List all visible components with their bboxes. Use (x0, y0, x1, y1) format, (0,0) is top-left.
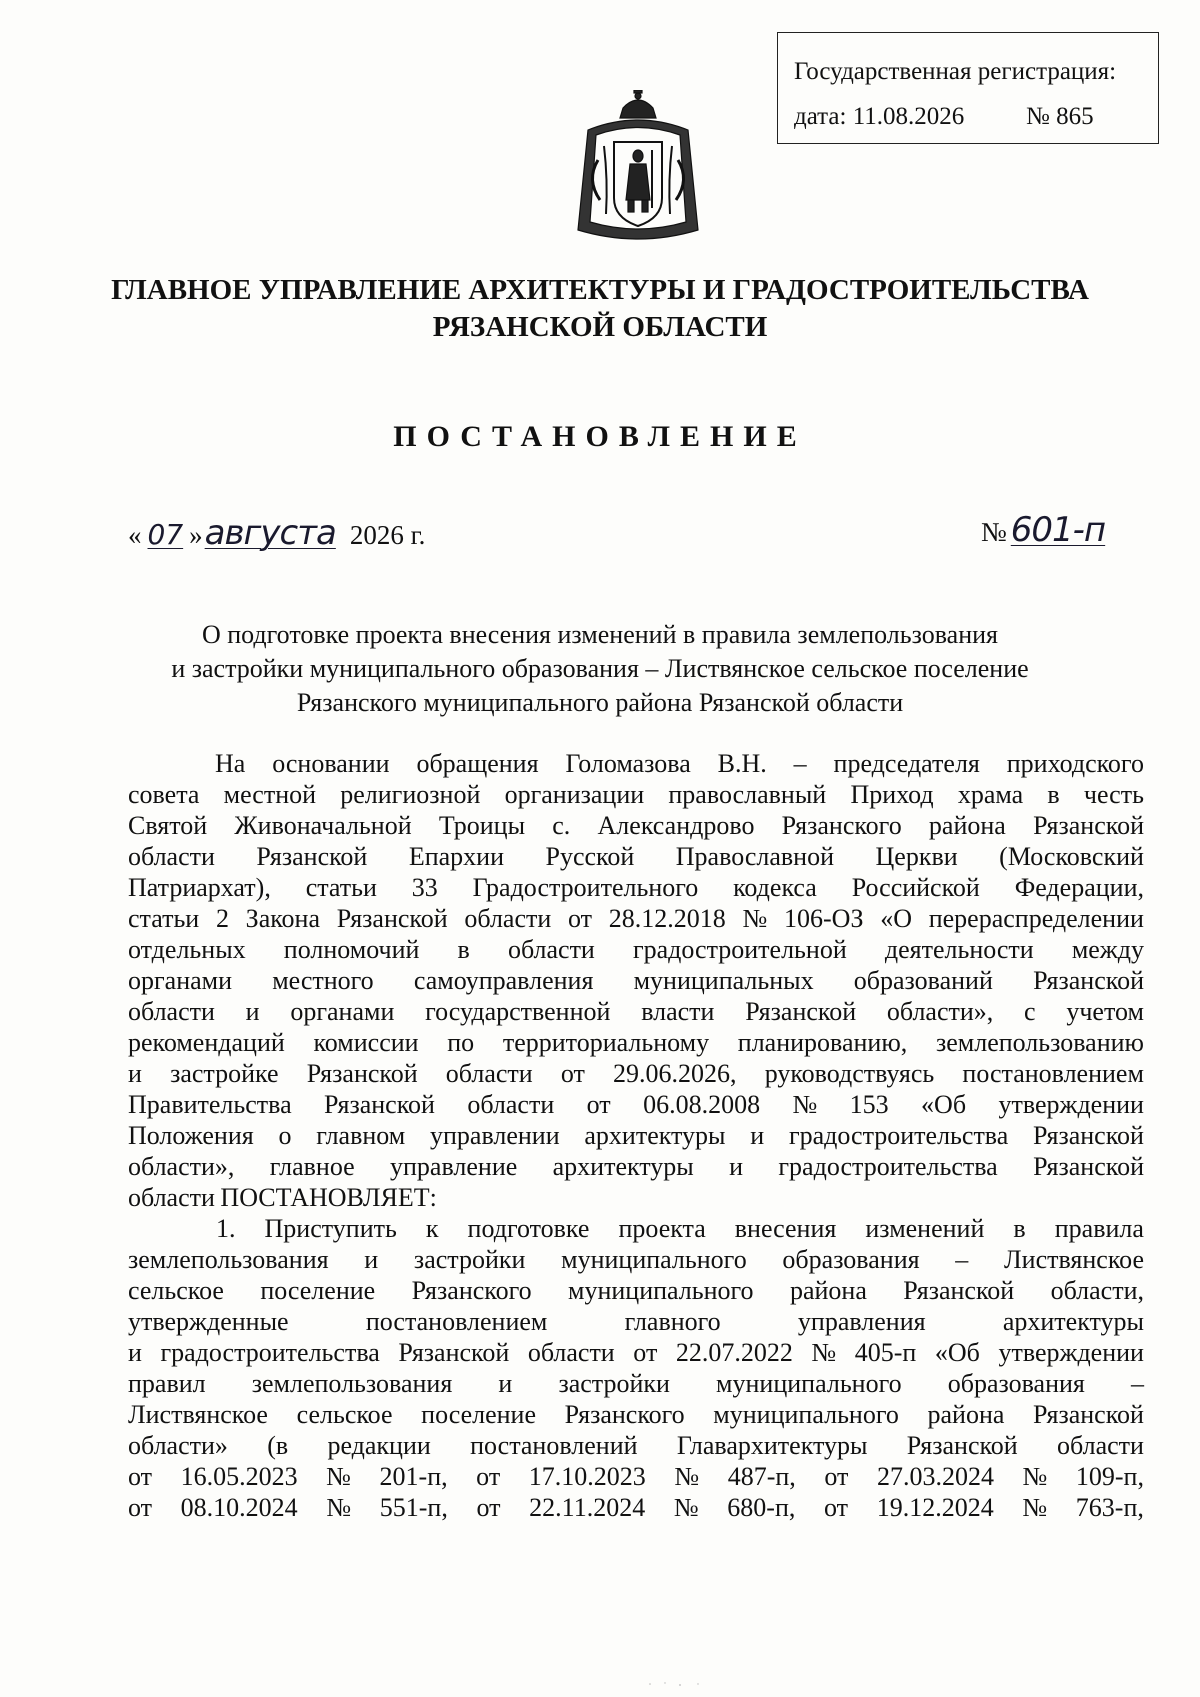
document-number (981, 510, 1105, 550)
body-line: рекомендаций комиссии по территориальному планированию, землепользованию (128, 1028, 1144, 1057)
body-line: Правительства Рязанской области от 06.08.2008 № 153 «Об утверждении (128, 1090, 1144, 1119)
body-line: правил землепользования и застройки муниципального образования – (128, 1369, 1144, 1398)
body-line: Патриархат), статьи 33 Градостроительного кодекса Российской Федерации, (128, 873, 1144, 902)
body-line: области» (в редакции постановлений Главархитектуры Рязанской области (128, 1431, 1144, 1460)
body-line: от 16.05.2023 № 201-п, от 17.10.2023 № 487-п, от 27.03.2024 № 109-п, (128, 1462, 1144, 1491)
document-body (128, 748, 1144, 1523)
body-line: 1. Приступить к подготовке проекта внесения изменений в правила (216, 1214, 1144, 1243)
date-close-quote: » (189, 520, 203, 550)
body-line: совета местной религиозной организации православный Приход храма в честь (128, 780, 1144, 809)
registration-number: № 865 (1026, 103, 1094, 130)
number-handwritten: 601-п (1010, 510, 1106, 550)
body-line: и градостроительства Рязанской области от 22.07.2022 № 405-п «Об утверждении (128, 1338, 1144, 1367)
body-line: На основании обращения Голомазова В.Н. – председателя приходского (215, 749, 1144, 778)
body-line: отдельных полномочий в области градостроительной деятельности между (128, 935, 1144, 964)
document-date (128, 513, 425, 553)
subject-line: и застройки муниципального образования – Листвянское сельское поселение (171, 654, 1029, 683)
ryazan-coat-of-arms-icon (568, 90, 708, 255)
body-line: Святой Живоначальной Троицы с. Александрово Рязанского района Рязанской (128, 811, 1144, 840)
body-line: от 08.10.2024 № 551-п, от 22.11.2024 № 680-п, от 19.12.2024 № 763-п, (128, 1493, 1144, 1522)
body-line: сельское поселение Рязанского муниципального района Рязанской области, (128, 1276, 1144, 1305)
document-type: ПОСТАНОВЛЕНИЕ (393, 420, 807, 453)
body-line: Листвянское сельское поселение Рязанского муниципального района Рязанской (128, 1400, 1144, 1429)
registration-date: дата: 11.08.2026 (794, 103, 965, 130)
subject-line: Рязанского муниципального района Рязанской области (296, 688, 904, 717)
date-year: 2026 г. (349, 520, 426, 550)
body-line: землепользования и застройки муниципального образования – Листвянское (128, 1245, 1144, 1274)
date-open-quote: « (128, 520, 142, 550)
registration-stamp (777, 32, 1159, 144)
body-line: и застройке Рязанской области от 29.06.2026, руководствуясь постановлением (128, 1059, 1144, 1088)
organization-title-line2: РЯЗАНСКОЙ ОБЛАСТИ (432, 311, 768, 343)
date-month-handwritten: августа (204, 513, 336, 553)
body-line: статьи 2 Закона Рязанской области от 28.12.2018 № 106-ОЗ «О перераспределении (128, 904, 1144, 933)
body-line: области ПОСТАНОВЛЯЕТ: (128, 1183, 437, 1212)
number-prefix: № (981, 517, 1007, 547)
document-subject (80, 618, 1120, 720)
body-line: Положения о главном управлении архитектуры и градостроительства Рязанской (128, 1121, 1144, 1150)
body-line: утвержденные постановлением главного управления архитектуры (128, 1307, 1144, 1336)
organization-title-line1: ГЛАВНОЕ УПРАВЛЕНИЕ АРХИТЕКТУРЫ И ГРАДОСТРОИТЕЛЬСТВА (111, 274, 1089, 306)
body-line: области и органами государственной власти Рязанской области», с учетом (128, 997, 1144, 1026)
scan-artifact (640, 1680, 720, 1688)
subject-line: О подготовке проекта внесения изменений в правила землепользования (201, 620, 998, 649)
organization-title (60, 272, 1140, 346)
registration-title: Государственная регистрация: (794, 58, 1117, 85)
body-line: области Рязанской Епархии Русской Православной Церкви (Московский (128, 842, 1144, 871)
date-day-handwritten: 07 (147, 518, 184, 551)
body-line: области», главное управление архитектуры и градостроительства Рязанской (128, 1152, 1144, 1181)
body-line: органами местного самоуправления муниципальных образований Рязанской (128, 966, 1144, 995)
